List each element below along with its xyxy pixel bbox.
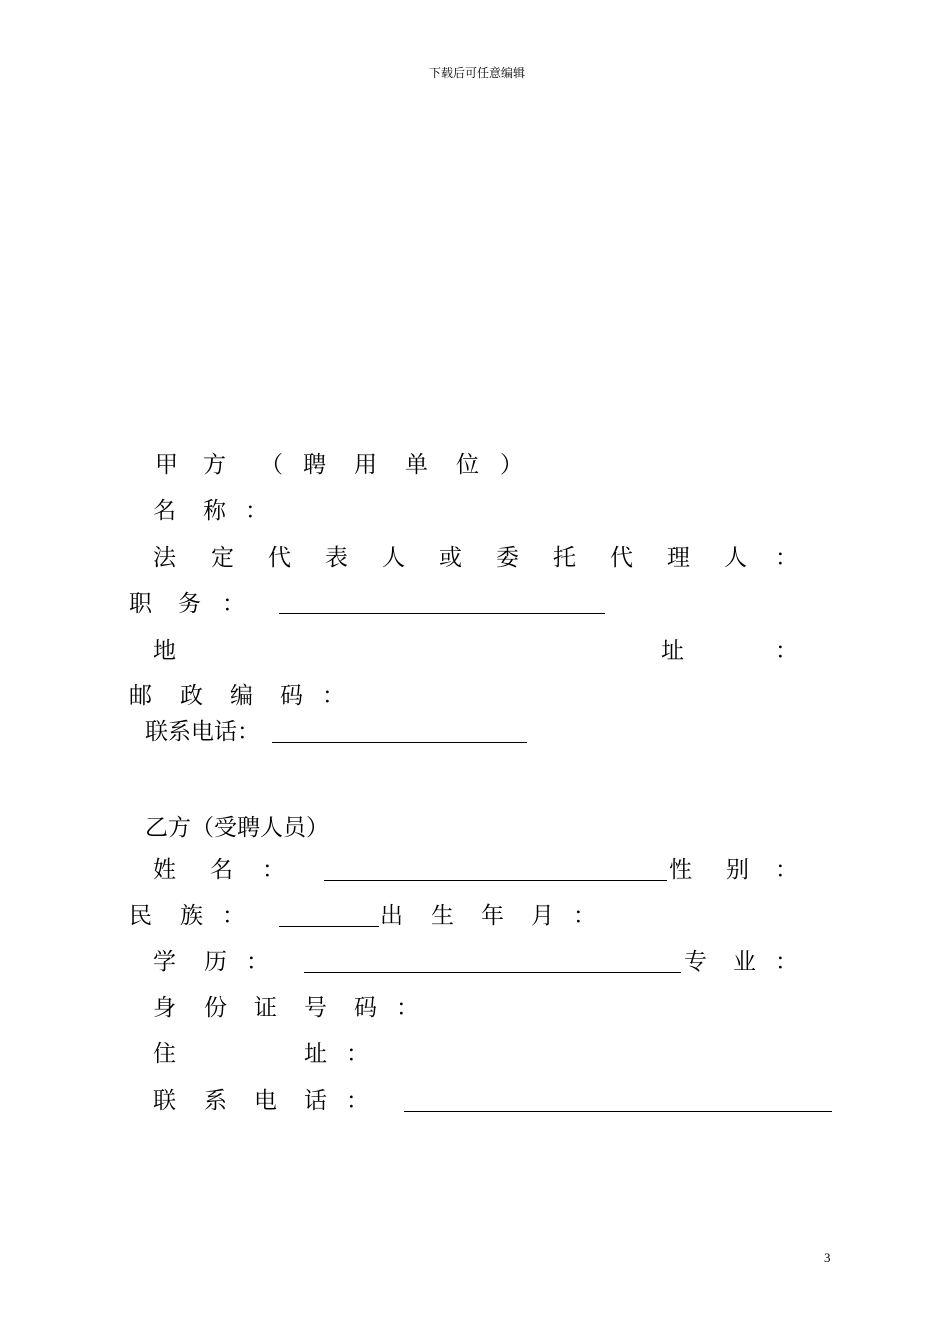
party-a-position-label bbox=[0, 593, 950, 619]
char: 人 bbox=[724, 545, 747, 571]
char: 法 bbox=[153, 545, 176, 571]
party-a-address-label bbox=[0, 640, 950, 666]
party-a-postcode-label bbox=[0, 685, 950, 711]
char: 邮 bbox=[129, 683, 152, 709]
char: 性 bbox=[669, 857, 692, 883]
char: 代 bbox=[610, 545, 633, 571]
party-a-heading bbox=[0, 454, 950, 480]
char: 名 bbox=[153, 498, 176, 524]
party-a-name-label bbox=[0, 500, 950, 526]
position-field-line[interactable] bbox=[279, 613, 605, 614]
char: 姓 bbox=[153, 857, 176, 883]
party-a-legal-rep-label bbox=[0, 547, 950, 573]
char: 电 bbox=[254, 1088, 277, 1114]
page-number: 3 bbox=[824, 1250, 831, 1265]
char: 单 bbox=[405, 452, 428, 478]
char: 系 bbox=[204, 1088, 227, 1114]
char: ） bbox=[500, 452, 523, 478]
party-b-phone-field-line[interactable] bbox=[404, 1111, 832, 1112]
char: 历 bbox=[204, 949, 227, 975]
char: 职 bbox=[129, 591, 152, 617]
char: 出 bbox=[380, 903, 403, 929]
char: 名 bbox=[210, 857, 233, 883]
char: 份 bbox=[204, 995, 227, 1021]
char: 码 bbox=[354, 995, 377, 1021]
char: ： bbox=[222, 903, 245, 929]
char: ： bbox=[573, 903, 596, 929]
char: ： bbox=[775, 857, 798, 883]
ethnicity-field-line[interactable] bbox=[279, 926, 379, 927]
char: 码 bbox=[280, 683, 303, 709]
char: 业 bbox=[733, 949, 756, 975]
party-b-id-number-label bbox=[0, 997, 950, 1023]
char: （ bbox=[260, 452, 283, 478]
char: 表 bbox=[325, 545, 348, 571]
char: ： bbox=[245, 498, 268, 524]
page-header: 下载后可任意编辑 bbox=[429, 66, 526, 80]
char: ： bbox=[346, 1088, 369, 1114]
char: 民 bbox=[129, 903, 152, 929]
char: 称 bbox=[203, 498, 226, 524]
char: ： bbox=[222, 591, 245, 617]
char: 代 bbox=[268, 545, 291, 571]
party-b-residence-label bbox=[0, 1043, 950, 1069]
char: ： bbox=[322, 683, 345, 709]
char: 月 bbox=[531, 903, 554, 929]
char: 生 bbox=[431, 903, 454, 929]
char: 甲 bbox=[155, 452, 178, 478]
char: 住 bbox=[153, 1041, 176, 1067]
char: 务 bbox=[178, 591, 201, 617]
char: 位 bbox=[456, 452, 479, 478]
education-field-line[interactable] bbox=[304, 972, 681, 973]
char: ： bbox=[775, 638, 798, 664]
char: 聘 bbox=[303, 452, 326, 478]
char: ： bbox=[775, 949, 798, 975]
char: 委 bbox=[496, 545, 519, 571]
char: 话 bbox=[304, 1088, 327, 1114]
char: 编 bbox=[230, 683, 253, 709]
char: 身 bbox=[153, 995, 176, 1021]
party-b-education-row bbox=[0, 951, 950, 977]
party-a-phone-field-line[interactable] bbox=[272, 742, 527, 743]
char: 用 bbox=[354, 452, 377, 478]
char: 方 bbox=[203, 452, 226, 478]
char: ： bbox=[775, 545, 798, 571]
char: ： bbox=[246, 949, 269, 975]
char: ： bbox=[262, 857, 285, 883]
char: 专 bbox=[684, 949, 707, 975]
char: 址 bbox=[304, 1041, 327, 1067]
char: 号 bbox=[304, 995, 327, 1021]
char: 或 bbox=[439, 545, 462, 571]
char: 联 bbox=[153, 1088, 176, 1114]
char: 地 bbox=[153, 638, 176, 664]
char: 证 bbox=[254, 995, 277, 1021]
char: 别 bbox=[726, 857, 749, 883]
party-b-name-field-line[interactable] bbox=[324, 880, 667, 881]
char: 托 bbox=[553, 545, 576, 571]
party-b-ethnicity-row bbox=[0, 905, 950, 931]
party-b-phone-row bbox=[0, 1090, 950, 1116]
char: 族 bbox=[180, 903, 203, 929]
char: ： bbox=[346, 1041, 369, 1067]
char: 人 bbox=[382, 545, 405, 571]
char: 理 bbox=[667, 545, 690, 571]
char: 址 bbox=[661, 638, 684, 664]
party-a-phone-label: 联系电话： bbox=[145, 719, 260, 745]
char: 政 bbox=[180, 683, 203, 709]
char: 学 bbox=[153, 949, 176, 975]
char: 年 bbox=[481, 903, 504, 929]
char: ： bbox=[396, 995, 419, 1021]
party-b-heading: 乙方（受聘人员） bbox=[145, 815, 329, 841]
party-b-name-row bbox=[0, 859, 950, 885]
char: 定 bbox=[211, 545, 234, 571]
